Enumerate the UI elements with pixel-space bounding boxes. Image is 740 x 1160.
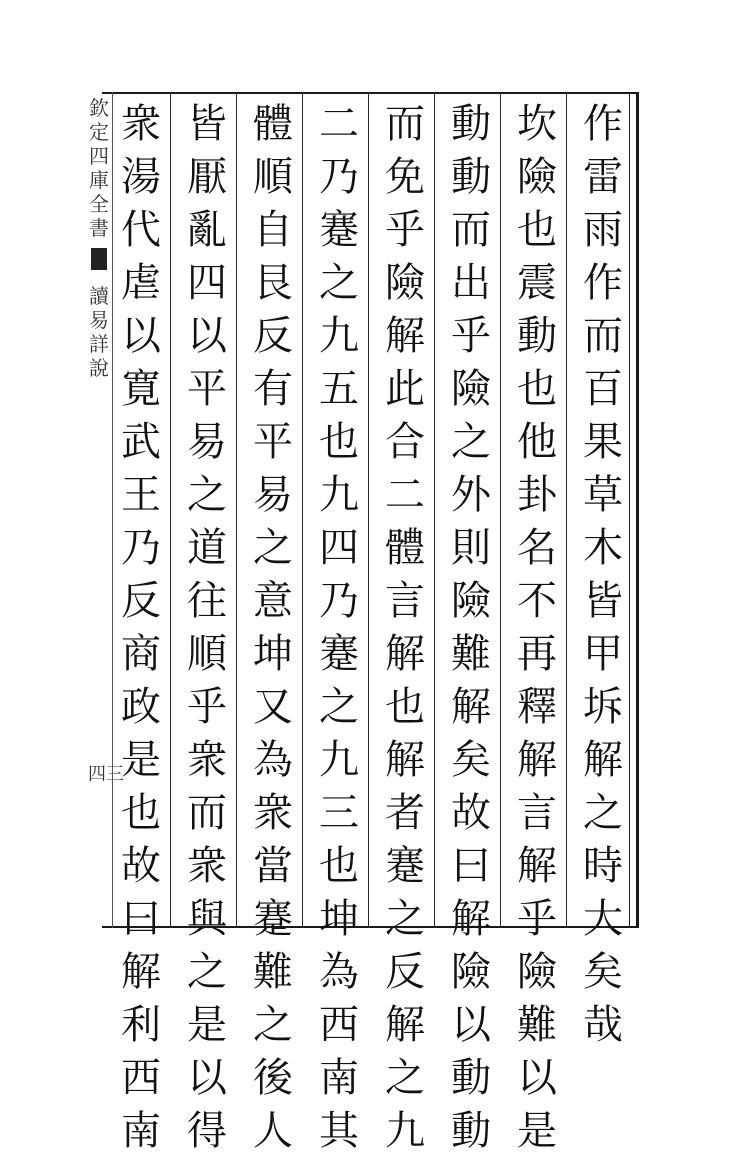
- glyph: 後: [253, 1055, 293, 1101]
- glyph: 反: [253, 313, 293, 359]
- glyph: 衆: [187, 843, 227, 889]
- text-column-4: [372, 100, 438, 1154]
- margin-glyph: 庫: [89, 168, 109, 192]
- glyph: 意: [253, 578, 293, 624]
- glyph: 體: [385, 525, 425, 571]
- column-text: [315, 100, 363, 1160]
- glyph: 二: [385, 472, 425, 518]
- glyph: 有: [253, 366, 293, 412]
- glyph: 易: [253, 472, 293, 518]
- glyph: 商: [121, 631, 161, 677]
- glyph: 蹇: [319, 631, 359, 677]
- glyph: 利: [121, 1002, 161, 1048]
- glyph: 卦: [517, 472, 557, 518]
- glyph: 也: [319, 419, 359, 465]
- glyph: 名: [517, 525, 557, 571]
- glyph: 而: [583, 313, 623, 359]
- glyph: 解: [385, 737, 425, 783]
- glyph: 也: [319, 843, 359, 889]
- glyph: 之: [319, 684, 359, 730]
- glyph: 難: [451, 631, 491, 677]
- glyph: 五: [319, 366, 359, 412]
- glyph: 哉: [583, 1002, 623, 1048]
- glyph: 也: [385, 684, 425, 730]
- text-column-7: [174, 100, 240, 1154]
- glyph: 百: [583, 366, 623, 412]
- glyph: 釋: [517, 684, 557, 730]
- glyph: 言: [385, 578, 425, 624]
- glyph: 矣: [451, 737, 491, 783]
- fold-margin: [86, 96, 112, 796]
- glyph: 之: [253, 1002, 293, 1048]
- glyph: 而: [451, 207, 491, 253]
- glyph: 以: [187, 313, 227, 359]
- glyph: 險: [385, 260, 425, 306]
- glyph: 解: [385, 1002, 425, 1048]
- glyph: 木: [583, 525, 623, 571]
- glyph: 險: [451, 949, 491, 995]
- glyph: 作: [583, 260, 623, 306]
- margin-glyph: 全: [89, 192, 109, 216]
- glyph: 又: [253, 684, 293, 730]
- glyph: 乎: [385, 207, 425, 253]
- glyph: 震: [517, 260, 557, 306]
- glyph: 則: [451, 525, 491, 571]
- glyph: 是: [121, 737, 161, 783]
- glyph: 與: [187, 896, 227, 942]
- glyph: 不: [517, 578, 557, 624]
- glyph: 九: [319, 313, 359, 359]
- column-text: [381, 100, 429, 1160]
- glyph: 外: [451, 472, 491, 518]
- glyph: 皆: [583, 578, 623, 624]
- glyph: 亂: [187, 207, 227, 253]
- glyph: 之: [187, 949, 227, 995]
- glyph: 乎: [451, 313, 491, 359]
- glyph: 反: [385, 949, 425, 995]
- glyph: 之: [253, 525, 293, 571]
- glyph: 動: [451, 154, 491, 200]
- glyph: 雷: [583, 154, 623, 200]
- glyph: 動: [517, 313, 557, 359]
- glyph: 曰: [121, 896, 161, 942]
- glyph: 反: [121, 578, 161, 624]
- column-text: [117, 100, 165, 1160]
- glyph: 衆: [121, 101, 161, 147]
- glyph: 九: [319, 472, 359, 518]
- glyph: 矣: [583, 949, 623, 995]
- glyph: 大: [583, 896, 623, 942]
- glyph: 往: [187, 578, 227, 624]
- glyph: 之: [319, 260, 359, 306]
- glyph: 難: [253, 949, 293, 995]
- text-column-2: [504, 100, 570, 1154]
- glyph: 人: [253, 1108, 293, 1154]
- glyph: 為: [253, 737, 293, 783]
- glyph: 此: [385, 366, 425, 412]
- glyph: 草: [583, 472, 623, 518]
- glyph: 險: [517, 949, 557, 995]
- glyph: 坤: [319, 896, 359, 942]
- fishtail-mark: [91, 248, 107, 270]
- glyph: 王: [121, 472, 161, 518]
- glyph: 皆: [187, 101, 227, 147]
- glyph: 動: [451, 101, 491, 147]
- glyph: 九: [319, 737, 359, 783]
- glyph: 甲: [583, 631, 623, 677]
- glyph: 衆: [187, 737, 227, 783]
- glyph: 乎: [187, 684, 227, 730]
- glyph: 之: [187, 472, 227, 518]
- page-number: 四三: [88, 764, 124, 785]
- glyph: 代: [121, 207, 161, 253]
- glyph: 也: [517, 366, 557, 412]
- glyph: 而: [385, 101, 425, 147]
- glyph: 厭: [187, 154, 227, 200]
- glyph: 自: [253, 207, 293, 253]
- glyph: 是: [187, 1002, 227, 1048]
- glyph: 解: [385, 631, 425, 677]
- glyph: 乎: [517, 896, 557, 942]
- glyph: 蹇: [253, 896, 293, 942]
- glyph: 以: [187, 1055, 227, 1101]
- glyph: 武: [121, 419, 161, 465]
- margin-title: [89, 96, 109, 240]
- glyph: 難: [517, 1002, 557, 1048]
- glyph: 政: [121, 684, 161, 730]
- glyph: 之: [385, 1055, 425, 1101]
- glyph: 坼: [583, 684, 623, 730]
- glyph: 南: [319, 1055, 359, 1101]
- glyph: 坤: [253, 631, 293, 677]
- glyph: 也: [121, 790, 161, 836]
- glyph: 九: [385, 1108, 425, 1154]
- text-column-3: [438, 100, 504, 1154]
- glyph: 寛: [121, 366, 161, 412]
- glyph: 蹇: [385, 843, 425, 889]
- glyph: 者: [385, 790, 425, 836]
- margin-glyph: 易: [89, 308, 109, 332]
- glyph: 道: [187, 525, 227, 571]
- margin-glyph: 定: [89, 120, 109, 144]
- glyph: 出: [451, 260, 491, 306]
- column-text: [513, 100, 561, 1160]
- glyph: 解: [451, 896, 491, 942]
- glyph: 虐: [121, 260, 161, 306]
- text-column-6: [240, 100, 306, 1154]
- glyph: 以: [121, 313, 161, 359]
- glyph: 西: [319, 1002, 359, 1048]
- glyph: 合: [385, 419, 425, 465]
- glyph: 他: [517, 419, 557, 465]
- glyph: 順: [187, 631, 227, 677]
- glyph: 免: [385, 154, 425, 200]
- margin-glyph: 書: [89, 216, 109, 240]
- glyph: 解: [121, 949, 161, 995]
- glyph: 蹇: [319, 207, 359, 253]
- glyph: 解: [517, 843, 557, 889]
- glyph: 動: [451, 1108, 491, 1154]
- text-column-8: [108, 100, 174, 1154]
- glyph: 乃: [121, 525, 161, 571]
- glyph: 解: [451, 684, 491, 730]
- glyph: 之: [451, 419, 491, 465]
- margin-glyph: 欽: [89, 96, 109, 120]
- glyph: 解: [517, 737, 557, 783]
- glyph: 乃: [319, 154, 359, 200]
- glyph: 而: [187, 790, 227, 836]
- text-column-1: [570, 100, 636, 1048]
- glyph: 體: [253, 101, 293, 147]
- glyph: 動: [451, 1055, 491, 1101]
- glyph: 險: [451, 578, 491, 624]
- glyph: 艮: [253, 260, 293, 306]
- glyph: 故: [121, 843, 161, 889]
- margin-glyph: 詳: [89, 332, 109, 356]
- glyph: 西: [121, 1055, 161, 1101]
- column-text: [579, 100, 627, 1054]
- glyph: 平: [187, 366, 227, 412]
- glyph: 故: [451, 790, 491, 836]
- margin-glyph: 說: [89, 356, 109, 380]
- glyph: 得: [187, 1108, 227, 1154]
- glyph: 易: [187, 419, 227, 465]
- glyph: 為: [319, 949, 359, 995]
- glyph: 果: [583, 419, 623, 465]
- glyph: 當: [253, 843, 293, 889]
- glyph: 南: [121, 1108, 161, 1154]
- glyph: 四: [319, 525, 359, 571]
- column-text: [249, 100, 297, 1160]
- glyph: 二: [319, 101, 359, 147]
- glyph: 以: [517, 1055, 557, 1101]
- glyph: 之: [385, 896, 425, 942]
- glyph: 作: [583, 101, 623, 147]
- glyph: 順: [253, 154, 293, 200]
- glyph: 湯: [121, 154, 161, 200]
- glyph: 以: [451, 1002, 491, 1048]
- glyph: 險: [517, 154, 557, 200]
- glyph: 四: [187, 260, 227, 306]
- glyph: 解: [385, 313, 425, 359]
- margin-glyph: 讀: [89, 284, 109, 308]
- glyph: 再: [517, 631, 557, 677]
- glyph: 也: [517, 207, 557, 253]
- glyph: 險: [451, 366, 491, 412]
- glyph: 曰: [451, 843, 491, 889]
- margin-book-title: [89, 284, 109, 380]
- glyph: 時: [583, 843, 623, 889]
- glyph: 解: [583, 737, 623, 783]
- glyph: 雨: [583, 207, 623, 253]
- glyph: 之: [583, 790, 623, 836]
- glyph: 乃: [319, 578, 359, 624]
- column-text: [183, 100, 231, 1160]
- glyph: 坎: [517, 101, 557, 147]
- margin-glyph: 四: [89, 144, 109, 168]
- glyph: 三: [319, 790, 359, 836]
- column-text: [447, 100, 495, 1160]
- glyph: 其: [319, 1108, 359, 1154]
- glyph: 言: [517, 790, 557, 836]
- text-column-5: [306, 100, 372, 1154]
- glyph: 平: [253, 419, 293, 465]
- glyph: 衆: [253, 790, 293, 836]
- glyph: 是: [517, 1108, 557, 1154]
